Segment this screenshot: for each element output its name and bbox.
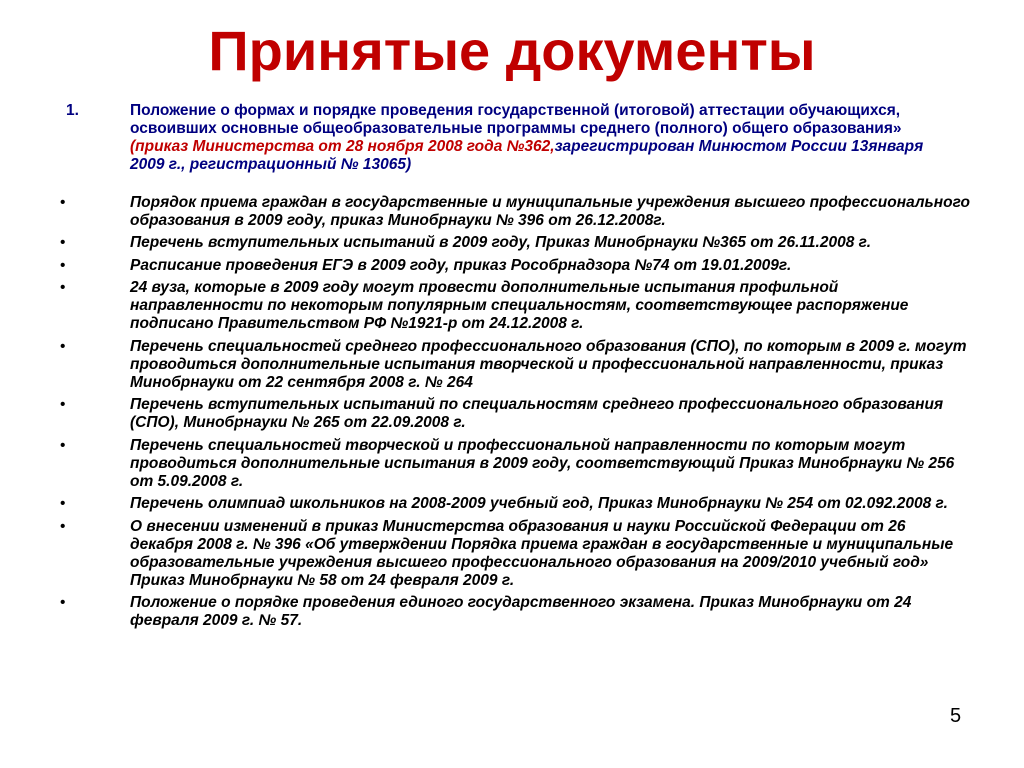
list-item-text: Перечень вступительных испытаний в 2009 году, Приказ Минобрнауки №365 от 26.11.2008 г. xyxy=(130,234,872,251)
list-item-text: Положение о порядке проведения единого государственного экзамена. Приказ Минобрнауки от 24 февраля 2009 г. № 57. xyxy=(130,594,912,629)
bullet-icon: • xyxy=(60,594,66,611)
bullet-icon: • xyxy=(60,495,66,512)
list-item-text: Перечень вступительных испытаний по специальностям среднего профессионального образования (СПО), Минобрнауки № 265 от 22.09.2008 г. xyxy=(130,396,944,431)
list-item xyxy=(60,279,970,333)
list-item-text: Перечень специальностей творческой и профессиональной направленности по которым могут проводиться дополнительные испытания в 2009 году, соответствующий Приказ Минобрнауки № 256 от 5.09.2008 г. xyxy=(130,436,955,490)
page-number: 5 xyxy=(950,705,962,727)
numbered-item-italic: зарегистрирован Минюстом России 13января 2009 г., регистрационный № 13065) xyxy=(130,138,924,173)
list-item xyxy=(60,257,970,275)
bullet-icon: • xyxy=(60,517,66,535)
list-item-text: 24 вуза, которые в 2009 году могут провести дополнительные испытания профильной направленности по некоторым популярным специальностям, соответствующее распоряжение подписано Правительством РФ №1921-р от 24.12.2008 г. xyxy=(130,279,909,332)
list-item xyxy=(60,234,970,252)
list-item-text: Перечень олимпиад школьников на 2008-2009 учебный год, Приказ Минобрнауки № 254 от 02.092.2008 г. xyxy=(130,495,948,512)
bullet-icon: • xyxy=(60,194,66,211)
numbered-item-plain: Положение о формах и порядке проведения государственной (итоговой) аттестации обучающихся, освоивших основные общеобразовательные программы среднего (полного) общего образования» xyxy=(130,102,902,137)
list-item-text: Порядок приема граждан в государственные и муниципальные учреждения высшего профессионального образования в 2009 году, приказ Минобрнауки № 396 от 26.12.2008г. xyxy=(130,194,970,229)
bullet-icon: • xyxy=(60,396,66,413)
bullet-icon: • xyxy=(60,234,66,251)
bullet-icon: • xyxy=(60,279,66,296)
list-item xyxy=(60,518,970,590)
bullet-icon: • xyxy=(60,436,66,454)
numbered-item-text xyxy=(130,102,960,174)
list-item xyxy=(60,495,970,513)
bullet-icon: • xyxy=(60,337,66,355)
list-item xyxy=(60,594,970,630)
list-item-text: Перечень специальностей среднего профессионального образования (СПО), по которым в 2009 г. могут проводиться дополнительные испытания творческой и профессиональной направленности, приказ Минобрнауки от 22 сентября 2008 г. № 264 xyxy=(130,337,967,391)
list-item xyxy=(60,396,970,432)
list-item-text: Расписание проведения ЕГЭ в 2009 году, приказ Рособрнадзора №74 от 19.01.2009г. xyxy=(130,256,792,274)
list-item xyxy=(60,338,970,392)
list-item-text: О внесении изменений в приказ Министерства образования и науки Российской Федерации от 26 декабря 2008 г. № 396 «Об утверждении Порядка приема граждан в государственные и муниципальные образовательные учреждения высшего профессионального образования на 2009/2010 учебный год» Приказ Минобрнауки № 58 от 24 февраля 2009 г. xyxy=(130,517,954,589)
list-item xyxy=(60,437,970,491)
list-item xyxy=(60,194,970,230)
numbered-item-red: (приказ Министерства от 28 ноября 2008 года №362, xyxy=(130,138,555,155)
bullet-icon: • xyxy=(60,256,66,274)
bullet-list xyxy=(60,194,970,635)
slide-title: Принятые документы xyxy=(208,19,816,82)
numbered-item-marker: 1. xyxy=(66,102,79,119)
